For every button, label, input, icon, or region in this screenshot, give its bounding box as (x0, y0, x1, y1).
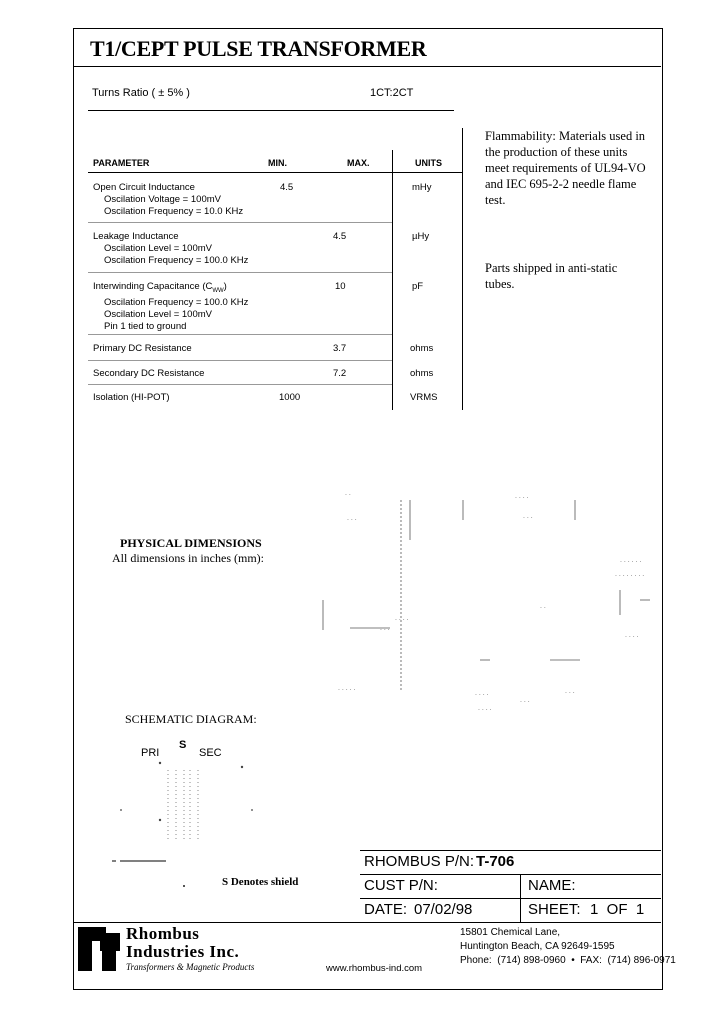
svg-text:. .: . . (540, 603, 546, 610)
dimension-drawing (290, 480, 690, 720)
schematic-shield-label: S (179, 739, 187, 751)
svg-text:. . .: . . . (380, 625, 390, 632)
sheet-value: 1 OF 1 (590, 901, 645, 918)
titleblock-rule (360, 874, 661, 875)
schematic-pri-label: PRI (141, 747, 160, 759)
address-line-1: 15801 Chemical Lane, (460, 927, 561, 938)
titleblock-top-rule (360, 850, 661, 851)
col-max-header: MAX. (347, 158, 370, 168)
physical-dimensions-heading: PHYSICAL DIMENSIONS (120, 536, 262, 550)
schematic-heading: SCHEMATIC DIAGRAM: (125, 712, 257, 726)
row-divider (88, 272, 392, 273)
row-units-value: ohms (410, 343, 434, 354)
row-max-value: 10 (335, 281, 346, 292)
schematic-diagram (110, 760, 260, 870)
row-units-value: µHy (412, 231, 430, 242)
svg-text:. . . .: . . . . (515, 493, 529, 500)
row-divider (88, 384, 392, 385)
svg-text:. . . . .: . . . . . (338, 685, 356, 692)
svg-text:. . . .: . . . . (478, 705, 492, 712)
svg-text:. . . .: . . . . (475, 690, 489, 697)
table-row: Secondary DC Resistance (93, 368, 205, 379)
svg-text:. . . . . .: . . . . . . (620, 557, 642, 564)
row-units-value: mHy (412, 182, 432, 193)
shipping-note: Parts shipped in anti-static tubes. (485, 261, 618, 291)
row-max-value: 7.2 (333, 368, 347, 379)
titleblock-rule (360, 898, 661, 899)
row-units-value: ohms (410, 368, 434, 379)
address-line-2: Huntington Beach, CA 92649-1595 (460, 941, 615, 952)
schematic-sec-label: SEC (199, 747, 222, 759)
company-name-1: Rhombus (126, 924, 200, 943)
date-value: 07/02/98 (414, 901, 473, 918)
flammability-note: Flammability: Materials used in the production of these units meet requirements of UL94-VO and IEC 695-2-2 needle flame test. (485, 129, 646, 207)
physical-dimensions-subtitle: All dimensions in inches (mm): (112, 551, 264, 565)
table-row: Open Circuit Inductance Oscilation Voltage = 100mV Oscilation Frequency = 10.0 KHz (93, 182, 244, 217)
shield-legend: S Denotes shield (222, 876, 299, 888)
table-row: Isolation (HI-POT) (93, 392, 170, 403)
rhombus-logo-icon (78, 927, 124, 973)
phone-fax-line: Phone: (714) 898-0960 • FAX: (714) 896-0971 (460, 955, 676, 966)
name-label: NAME: (528, 877, 576, 894)
row-units-value: VRMS (410, 392, 438, 403)
col-min-header: MIN. (268, 158, 287, 168)
row-max-value: 4.5 (333, 231, 347, 242)
table-row: Primary DC Resistance (93, 343, 192, 354)
page-title: T1/CEPT PULSE TRANSFORMER (90, 36, 427, 61)
table-row: Leakage Inductance Oscilation Level = 100mV Oscilation Frequency = 100.0 KHz (93, 231, 249, 266)
svg-text:. . .: . . . (565, 688, 575, 695)
sheet-label: SHEET: (528, 901, 581, 918)
col-units-header: UNITS (415, 158, 442, 168)
turns-ratio-label: Turns Ratio ( ± 5% ) (92, 87, 190, 99)
row-divider (88, 334, 392, 335)
part-number-label: RHOMBUS P/N: (364, 853, 475, 870)
date-label: DATE: (364, 901, 408, 918)
svg-text:. .: . . (345, 490, 351, 497)
units-column-separator (392, 150, 393, 410)
title-divider (73, 66, 661, 67)
notes-separator (462, 128, 463, 410)
svg-text:. . . . . . . .: . . . . . . . . (615, 571, 645, 578)
row-max-value: 3.7 (333, 343, 347, 354)
svg-text:. . . .: . . . . (625, 632, 639, 639)
company-name-2: Industries Inc. (126, 942, 240, 961)
col-parameter-header: PARAMETER (93, 158, 150, 168)
turns-ratio-value: 1CT:2CT (370, 87, 414, 99)
row-min-value: 1000 (279, 392, 301, 403)
company-website[interactable]: www.rhombus-ind.com (326, 963, 423, 974)
company-tagline: Transformers & Magnetic Products (126, 962, 255, 972)
row-units-value: pF (412, 281, 424, 292)
row-min-value: 4.5 (280, 182, 294, 193)
part-number-value: T-706 (476, 853, 515, 870)
cust-pn-label: CUST P/N: (364, 877, 438, 894)
svg-text:. . .: . . . (523, 513, 533, 520)
row-divider (88, 222, 392, 223)
svg-text:. . . .: . . . . (395, 615, 409, 622)
titleblock-bottom-rule (73, 922, 661, 923)
turns-underline (88, 110, 454, 111)
header-rule (88, 172, 462, 173)
table-row: Interwinding Capacitance $(C_{WW})$ Oscilation Frequency = 100.0 KHz Oscilation Level = 100mV Pin 1 tied to ground (93, 281, 249, 332)
svg-text:. . .: . . . (347, 515, 357, 522)
svg-text:. . .: . . . (520, 697, 530, 704)
row-divider (88, 360, 392, 361)
legend-dot (183, 885, 185, 887)
